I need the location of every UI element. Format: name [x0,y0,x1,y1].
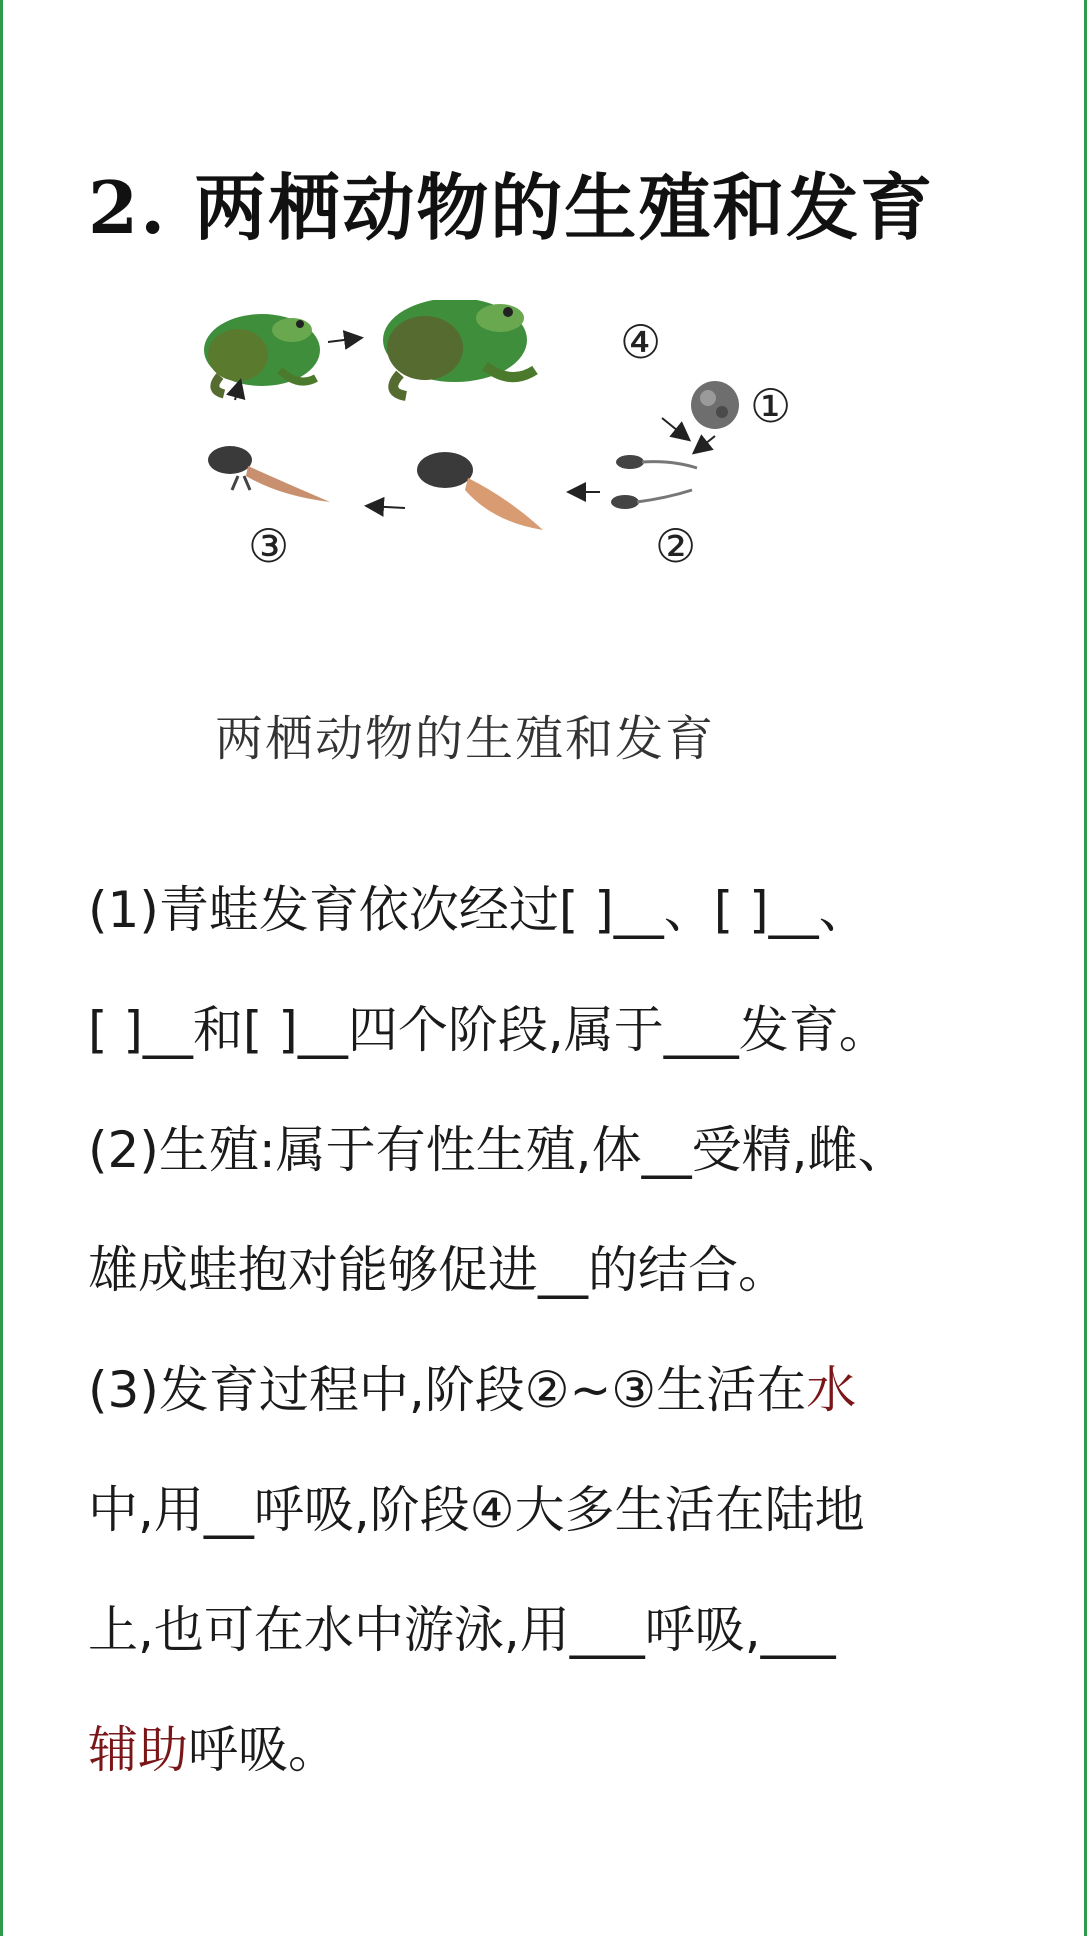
left-border [0,0,3,1936]
highlight-assist: 辅助 [88,1721,188,1779]
question-3-line-4 [88,1690,1048,1810]
arrow-icon [328,338,360,342]
stage-label-3: ③ [248,519,290,573]
tadpole-with-legs-icon [208,446,330,502]
young-frog-icon [204,314,320,394]
question-block [88,850,1048,1810]
highlight-water: 水 [806,1361,857,1419]
stage-label-4: ④ [620,315,662,369]
arrow-icon [235,382,240,400]
arrow-icon [695,436,715,452]
hatchling-icon [611,455,697,509]
tadpole-icon [417,452,543,530]
frog-lifecycle-diagram [200,300,840,680]
arrow-icon [662,418,688,439]
question-2-line-2: 雄成蛙抱对能够促进__的结合。 [88,1241,788,1299]
adult-frog-icon [383,300,535,396]
question-3-line-3: 上,也可在水中游泳,用___呼吸,___ [88,1601,836,1659]
question-3-ending: 呼吸。 [188,1721,338,1779]
egg-icon [691,381,739,429]
arrow-icon [368,506,405,508]
question-1-line-2: [ ]__和[ ]__四个阶段,属于___发育。 [88,1001,889,1059]
figure-caption: 两栖动物的生殖和发育 [215,711,716,767]
question-3-text: (3)发育过程中,阶段②~③生活在 [88,1361,807,1419]
stage-label-2: ② [655,519,697,573]
question-1-line-1: (1)青蛙发育依次经过[ ]__、[ ]__、 [88,881,869,939]
question-3-line-2: 中,用__呼吸,阶段④大多生活在陆地 [88,1481,865,1539]
section-title: 2. 两栖动物的生殖和发育 [88,165,935,250]
question-2-line-1: (2)生殖:属于有性生殖,体__受精,雌、 [88,1121,908,1179]
question-3-line-1 [88,1330,1048,1450]
stage-label-1: ① [750,379,792,433]
